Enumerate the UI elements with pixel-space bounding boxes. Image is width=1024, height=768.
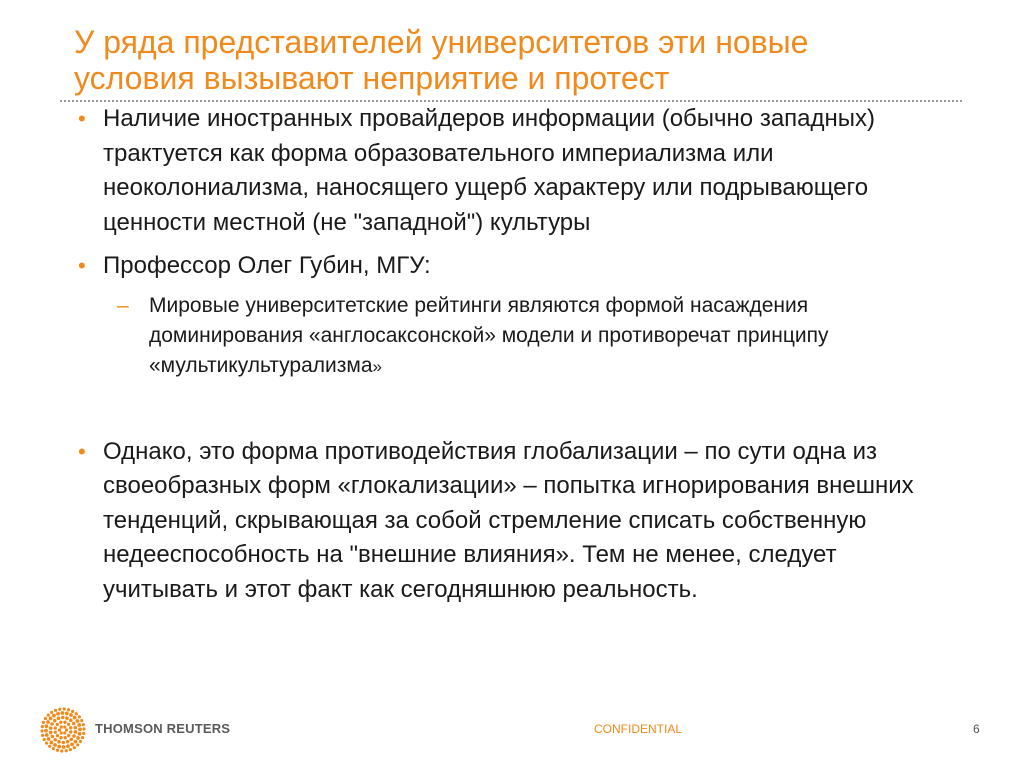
logo-dot xyxy=(49,717,53,721)
logo-dot xyxy=(78,715,81,718)
logo-dot xyxy=(44,729,48,733)
logo-dot xyxy=(74,740,78,744)
logo-dot xyxy=(54,730,57,733)
logo-dot xyxy=(54,726,57,729)
logo-dot xyxy=(61,741,65,745)
logo-dot xyxy=(69,748,72,751)
bullet-item xyxy=(70,435,950,608)
logo-dot xyxy=(65,712,69,716)
logo-dot xyxy=(73,726,77,730)
logo-dot xyxy=(60,725,63,728)
logo-dot xyxy=(76,719,80,723)
logo-dot xyxy=(53,743,57,747)
bullet-item xyxy=(70,102,950,240)
logo-dot xyxy=(56,749,59,752)
logo-dot xyxy=(56,712,60,716)
logo-dot xyxy=(48,745,51,748)
logo-dot xyxy=(74,730,78,734)
logo-dot xyxy=(41,734,44,737)
logo-dot xyxy=(63,721,66,724)
bullet-text: Наличие иностранных провайдеров информации (обычно западных) трактуется как форма образовательного империализма или неоколониализма, наносящего ущерб характеру или подрывающего ценности местной (не "западной") культуры xyxy=(103,105,876,236)
sub-bullet-text-suffix: » xyxy=(372,356,382,376)
logo-dot xyxy=(60,749,63,752)
logo-dot xyxy=(50,741,54,745)
logo-dot xyxy=(65,728,68,731)
logo-dot xyxy=(69,726,72,729)
logo-dot xyxy=(67,723,70,726)
bullet-text-suffix: : xyxy=(423,252,431,279)
logo-dot xyxy=(47,713,50,716)
footer-confidential: CONFIDENTIAL xyxy=(594,722,683,736)
logo-dot xyxy=(82,732,85,735)
logo-dot xyxy=(49,726,53,730)
logo-dot xyxy=(56,734,59,737)
logo-dot xyxy=(70,743,74,747)
logo-dot xyxy=(63,736,66,739)
logo-dot xyxy=(57,740,61,744)
logo-dot xyxy=(72,734,76,738)
logo-dot xyxy=(78,728,82,732)
logo-dot xyxy=(72,722,76,726)
logo-dot xyxy=(54,709,57,712)
logo-dot xyxy=(67,734,70,737)
logo-dot xyxy=(76,736,80,740)
logo-dot xyxy=(76,743,79,746)
bullet-text: Однако, это форма противодействия глобализации – по сути одна из своеобразных форм «глокализации» – попытка игнорирования внешних тенденций, скрывающая за собой стремление списать собственную недееспособность на "внешние влияния». Тем не менее, следует учитывать и этот факт как сегодняшнюю реальность. xyxy=(103,437,914,603)
bullet-text: Профессор Олег Губин, МГУ xyxy=(103,252,424,279)
logo-dot xyxy=(40,729,43,732)
logo-dot xyxy=(53,738,57,742)
logo-dot xyxy=(58,728,61,731)
footer-brand: THOMSON REUTERS xyxy=(95,721,231,736)
logo-dot xyxy=(47,737,51,741)
logo-dot xyxy=(80,719,83,722)
logo-dot xyxy=(41,725,44,728)
slide-title-line-2: условия вызывают неприятие и протест xyxy=(74,60,670,96)
sub-bullet-marker: – xyxy=(117,293,129,317)
logo-dot xyxy=(75,712,78,715)
logo-dot xyxy=(65,716,69,720)
logo-dot xyxy=(71,710,74,713)
bullet-list xyxy=(70,102,950,607)
thomson-reuters-logo-icon xyxy=(40,707,86,753)
slide-title xyxy=(74,24,974,96)
logo-dot xyxy=(45,733,49,737)
logo-dot xyxy=(78,732,82,736)
logo-dot xyxy=(66,744,70,748)
logo-dot xyxy=(46,720,50,724)
logo-dot xyxy=(79,740,82,743)
logo-dot xyxy=(57,717,61,721)
logo-dot xyxy=(77,723,81,727)
logo-dot xyxy=(62,745,66,749)
sub-bullet-item xyxy=(70,291,950,382)
logo-dot xyxy=(67,708,70,711)
logo-dot xyxy=(45,724,49,728)
page-number: 6 xyxy=(973,722,980,736)
logo-dot xyxy=(69,713,73,717)
bullet-marker: • xyxy=(78,106,86,131)
logo-dot xyxy=(50,711,53,714)
logo-dot xyxy=(82,727,85,730)
bullet-item xyxy=(70,249,950,284)
logo-dot xyxy=(82,723,85,726)
logo-dot xyxy=(65,749,68,752)
logo-dot xyxy=(63,725,66,728)
logo-dot xyxy=(44,717,47,720)
logo-dot xyxy=(52,714,56,718)
logo-dot xyxy=(63,731,66,734)
logo-dot xyxy=(69,718,73,722)
logo-dot xyxy=(53,719,57,723)
logo-dot xyxy=(59,736,62,739)
logo-dot xyxy=(58,708,61,711)
logo-dot xyxy=(56,723,59,726)
logo-dot xyxy=(69,738,73,742)
logo-dot xyxy=(49,731,53,735)
bullet-marker: • xyxy=(78,438,86,464)
logo-dot xyxy=(57,745,61,749)
logo-dot xyxy=(60,731,63,734)
logo-dot xyxy=(59,721,62,724)
sub-bullet-text: Мировые университетские рейтинги являются формой насаждения доминирования «англосаксонской» модели и противоречат принципу «мультикультурализма xyxy=(149,293,829,377)
logo-dot xyxy=(43,738,46,741)
logo-dot xyxy=(42,721,45,724)
slide-title-line-1: У ряда представителей университетов эти новые xyxy=(74,24,809,60)
logo-dot xyxy=(45,742,48,745)
logo-dot xyxy=(51,735,55,739)
logo-dot xyxy=(66,740,70,744)
logo-dot xyxy=(69,730,72,733)
logo-dot xyxy=(73,746,76,749)
bullet-marker: • xyxy=(78,253,86,278)
logo-dot xyxy=(81,736,84,739)
logo-dot xyxy=(61,711,65,715)
logo-dot xyxy=(61,716,65,720)
logo-dot xyxy=(73,716,77,720)
logo-dot xyxy=(52,747,55,750)
logo-dot xyxy=(50,722,54,726)
logo-dot xyxy=(63,707,66,710)
